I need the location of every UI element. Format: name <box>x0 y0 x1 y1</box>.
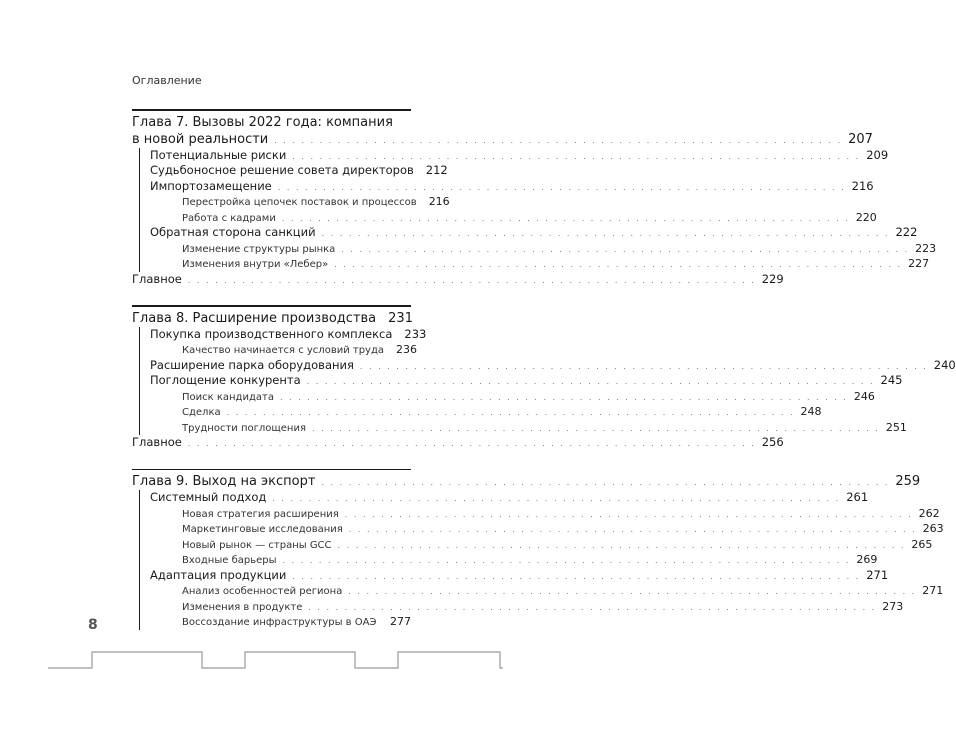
toc-subsection[interactable] <box>132 194 450 210</box>
toc-entry-title: Воссоздание инфраструктуры в ОАЭ <box>182 617 377 629</box>
dot-leader: . . . . . . . . . . . . . . . . . . . . . . . . . . . . . . . . . . . . . . . . . . . . . . . . . . . . . . . . . . . . . . . <box>348 525 917 535</box>
toc-entry-title: Трудности поглощения <box>182 422 306 434</box>
dot-leader: . . . . . . . . . . . . . . . . . . . . . . . . . . . . . . . . . . . . . . . . . . . . . . . . . . . . . . . . . . . . . . . <box>348 587 917 597</box>
dot-leader: . . . . . . . . . . . . . . . . . . . . . . . . . . . . . . . . . . . . . . . . . . . . . . . . . . . . . . . . . . . . . . . <box>337 540 906 550</box>
toc-entry-title: Судьбоносное решение совета директоров <box>150 163 414 178</box>
toc-entry-page: 223 <box>915 241 937 255</box>
toc-subsection[interactable] <box>132 552 878 568</box>
section-bracket-line <box>139 490 140 630</box>
toc-entry-title: Перестройка цепочек поставок и процессов <box>182 197 417 209</box>
toc-section[interactable] <box>132 357 956 374</box>
chapter-entries <box>132 147 937 288</box>
toc-entry-page: 209 <box>866 147 889 162</box>
toc-subsection[interactable] <box>132 210 877 226</box>
toc-subsection[interactable] <box>132 506 940 522</box>
toc-entry-title: Новая стратегия расширения <box>182 508 339 520</box>
toc-entry-page: 277 <box>390 615 411 629</box>
chapter-entries <box>132 490 944 630</box>
chapter-rule <box>132 305 411 307</box>
toc-entry-page: 227 <box>908 257 930 271</box>
toc-entry-page: 263 <box>922 522 944 536</box>
toc-subsection[interactable] <box>132 521 944 537</box>
toc-entry-page: 236 <box>396 343 418 357</box>
toc-entry-title: Изменение структуры рынка <box>182 243 336 255</box>
toc-subsection[interactable] <box>132 614 411 630</box>
toc-entry-page: 271 <box>922 584 944 598</box>
chapter-rule <box>132 469 411 471</box>
toc-entry-page: 265 <box>911 537 933 551</box>
dot-leader: . . . . . . . . . . . . . . . . . . . . . . . . . . . . . . . . . . . . . . . . . . . . . . . . . . . . . . . . . . . . . . . <box>312 423 880 433</box>
toc-entry-page: 233 <box>404 326 427 341</box>
toc-subsection[interactable] <box>132 241 937 257</box>
toc-entry-title: Глава 8. Расширение производства <box>132 310 377 326</box>
dot-leader: . . . . . . . . . . . . . . . . . . . . . . . . . . . . . . . . . . . . . . . . . . . . . . . . . . . . . . . . . . . . . . . <box>341 244 910 254</box>
toc-entry-page: 240 <box>933 357 956 372</box>
toc-entry-title: Работа с кадрами <box>182 212 276 224</box>
toc-entry-page: 251 <box>885 420 907 434</box>
toc-entry-page: 259 <box>895 474 921 490</box>
dot-leader: . . . . . . . . . . . . . . . . . . . . . . . . . . . . . . . . . . . . . . . . . . . . . . . . . . . . . . . . . . . . . . . <box>187 439 756 449</box>
toc-section[interactable] <box>132 225 918 241</box>
toc-entry-page: 207 <box>848 131 873 147</box>
toc-entry-title: Покупка производственного комплекса <box>150 326 393 341</box>
dot-leader: . . . . . . . . . . . . . . . . . . . . . . . . . . . . . . . . . . . . . . . . . . . . . . . . . . . . . . . . . . . . . . . <box>226 408 795 418</box>
toc-entry-page: 216 <box>428 195 450 209</box>
toc-entry-title: Системный подход <box>150 490 267 505</box>
toc-entry-page: 273 <box>882 599 904 613</box>
toc-subsection[interactable] <box>132 599 904 615</box>
chapter-block <box>132 109 937 287</box>
page-number: 8 <box>88 617 98 633</box>
dot-leader: . . . . . . . . . . . . . . . . . . . . . . . . . . . . . . . . . . . . . . . . . . . . . . . . . . . . . . . . . . . . . . . <box>359 361 928 371</box>
toc-entry-title: Входные барьеры <box>182 555 277 567</box>
dot-leader: . . . . . . . . . . . . . . . . . . . . . . . . . . . . . . . . . . . . . . . . . . . . . . . . . . . . . . . . . . . . . . . <box>279 392 848 402</box>
dot-leader: . . . . . . . . . . . . . . . . . . . . . . . . . . . . . . . . . . . . . . . . . . . . . . . . . . . . . . . . . . . . . . . <box>281 213 850 223</box>
running-head: Оглавление <box>132 74 202 87</box>
decorative-footer-line <box>0 640 551 680</box>
toc-subsection[interactable] <box>132 342 418 358</box>
toc-section[interactable] <box>132 567 889 584</box>
chapter-entries <box>132 326 956 451</box>
dot-leader: . . . . . . . . . . . . . . . . . . . . . . . . . . . . . . . . . . . . . . . . . . . . . . . . . . . . . . . . . . . . . . . <box>321 229 890 239</box>
chapter-title-row[interactable] <box>132 310 411 327</box>
chapter-block <box>132 469 944 630</box>
toc-entry-title: Качество начинается с условий труда <box>182 345 385 357</box>
toc-entry-page: 229 <box>761 271 784 286</box>
toc-entry-page: 256 <box>761 435 784 450</box>
chapter-title[interactable]: Глава 7. Вызовы 2022 года: компания <box>132 114 393 130</box>
toc-subsection[interactable] <box>132 583 944 599</box>
section-bracket-line <box>139 148 140 272</box>
dot-leader: . . . . . . . . . . . . . . . . . . . . . . . . . . . . . . . . . . . . . . . . . . . . . . . . . . . . . . . . . . . . . . . <box>321 478 890 488</box>
toc-entry-page: 216 <box>851 178 874 193</box>
toc-entry-title: Глава 9. Выход на экспорт <box>132 474 316 490</box>
toc-entry-title: Анализ особенностей региона <box>182 586 343 598</box>
table-of-contents <box>132 109 956 648</box>
toc-entry-page: 220 <box>855 210 877 224</box>
toc-subsection[interactable] <box>132 537 933 553</box>
toc-entry-page: 271 <box>866 567 889 582</box>
dot-leader: . . . . . . . . . . . . . . . . . . . . . . . . . . . . . . . . . . . . . . . . . . . . . . . . . . . . . . . . . . . . . . . <box>274 135 843 145</box>
toc-section[interactable] <box>132 326 427 343</box>
toc-section[interactable] <box>132 147 889 164</box>
toc-entry-title: Главное <box>132 271 182 286</box>
chapter-rule <box>132 109 411 111</box>
dot-leader: . . . . . . . . . . . . . . . . . . . . . . . . . . . . . . . . . . . . . . . . . . . . . . . . . . . . . . . . . . . . . . . <box>292 571 861 581</box>
toc-summary[interactable] <box>132 271 784 288</box>
dot-leader: . . . . . . . . . . . . . . . . . . . . . . . . . . . . . . . . . . . . . . . . . . . . . . . . . . . . . . . . . . . . . . . <box>277 182 846 192</box>
dot-leader: . . . . . . . . . . . . . . . . . . . . . . . . . . . . . . . . . . . . . . . . . . . . . . . . . . . . . . . . . . . . . . . <box>306 377 875 387</box>
dot-leader: . . . . . . . . . . . . . . . . . . . . . . . . . . . . . . . . . . . . . . . . . . . . . . . . . . . . . . . . . . . . . . . <box>272 494 841 504</box>
toc-entry-page: 222 <box>895 225 918 240</box>
toc-section[interactable] <box>132 163 448 179</box>
toc-entry-page: 269 <box>856 553 878 567</box>
toc-entry-title: Поглощение конкурента <box>150 373 301 388</box>
toc-subsection[interactable] <box>132 389 875 405</box>
dot-leader: . . . . . . . . . . . . . . . . . . . . . . . . . . . . . . . . . . . . . . . . . . . . . . . . . . . . . . . . . . . . . . . <box>334 260 903 270</box>
toc-entry-page: 246 <box>853 389 875 403</box>
toc-entry-page: 261 <box>846 490 869 505</box>
toc-entry-title: Адаптация продукции <box>150 567 287 582</box>
toc-entry-title: Главное <box>132 435 182 450</box>
toc-entry-title: Импортозамещение <box>150 178 272 193</box>
toc-summary[interactable] <box>132 435 784 451</box>
toc-entry-title: в новой реальности <box>132 131 269 147</box>
toc-entry-title: Потенциальные риски <box>150 147 287 162</box>
toc-entry-page: 231 <box>388 310 413 326</box>
dot-leader: . . . . . . . . . . . . . . . . . . . . . . . . . . . . . . . . . . . . . . . . . . . . . . . . . . . . . . . . . . . . . . . <box>292 151 861 161</box>
toc-section[interactable] <box>132 373 903 389</box>
toc-entry-title: Расширение парка оборудования <box>150 357 354 372</box>
toc-section[interactable] <box>132 490 869 506</box>
section-bracket-line <box>139 327 140 436</box>
toc-entry-title: Изменения внутри «Лебер» <box>182 259 329 271</box>
toc-entry-title: Сделка <box>182 407 221 419</box>
toc-entry-page: 248 <box>800 405 822 419</box>
toc-subsection[interactable] <box>132 256 930 272</box>
toc-section[interactable] <box>132 178 874 195</box>
toc-entry-page: 212 <box>425 163 448 178</box>
dot-leader: . . . . . . . . . . . . . . . . . . . . . . . . . . . . . . . . . . . . . . . . . . . . . . . . . . . . . . . . . . . . . . . <box>187 275 756 285</box>
dot-leader: . . . . . . . . . . . . . . . . . . . . . . . . . . . . . . . . . . . . . . . . . . . . . . . . . . . . . . . . . . . . . . . <box>282 556 851 566</box>
toc-entry-title: Новый рынок — страны GCC <box>182 539 332 551</box>
toc-entry-title: Поиск кандидата <box>182 391 274 403</box>
toc-subsection[interactable] <box>132 404 822 420</box>
dot-leader: . . . . . . . . . . . . . . . . . . . . . . . . . . . . . . . . . . . . . . . . . . . . . . . . . . . . . . . . . . . . . . . <box>308 602 877 612</box>
dot-leader: . . . . . . . . . . . . . . . . . . . . . . . . . . . . . . . . . . . . . . . . . . . . . . . . . . . . . . . . . . . . . . . <box>344 509 913 519</box>
toc-entry-title: Обратная сторона санкций <box>150 225 316 240</box>
chapter-title-row[interactable] <box>132 473 921 490</box>
toc-entry-title: Изменения в продукте <box>182 601 303 613</box>
chapter-title-row[interactable] <box>132 131 873 148</box>
chapter-block <box>132 305 956 451</box>
toc-subsection[interactable] <box>132 420 907 436</box>
toc-entry-page: 245 <box>880 373 903 388</box>
toc-entry-page: 262 <box>918 506 940 520</box>
toc-entry-title: Маркетинговые исследования <box>182 524 343 536</box>
